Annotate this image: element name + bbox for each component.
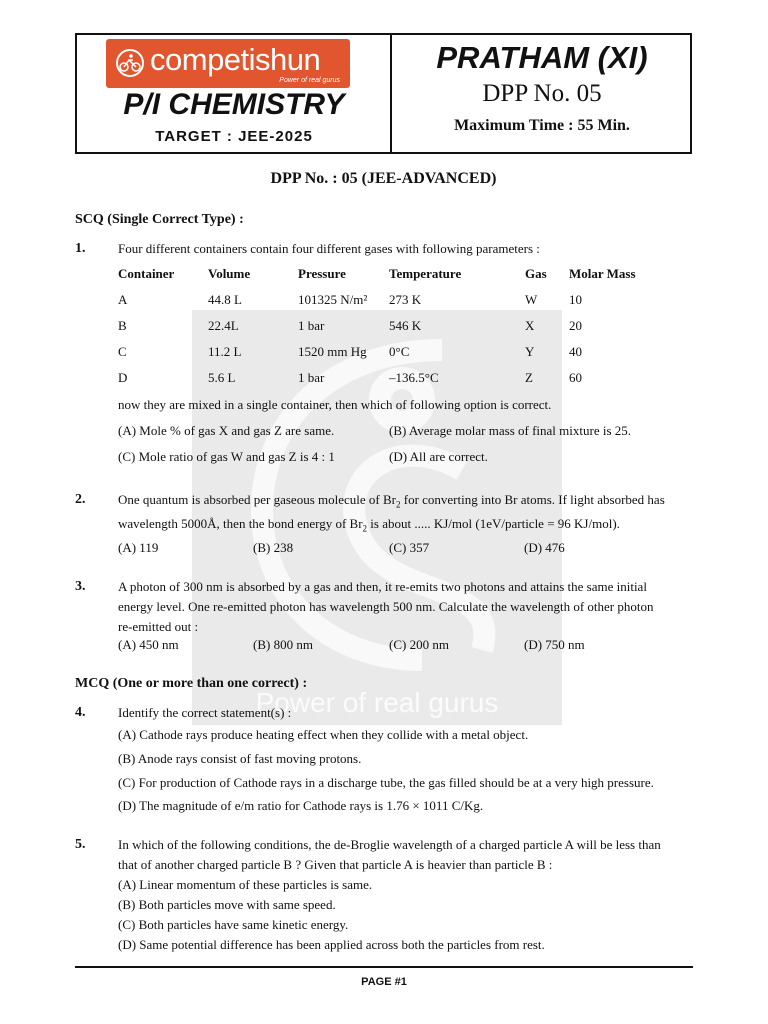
table-cell: 20 (569, 318, 582, 333)
question-text: One quantum is absorbed per gaseous molecule of $Br_2$ for converting into Br atoms. If light absorbed has (118, 492, 665, 510)
option-c: (C) 357 (389, 540, 430, 555)
table-cell: Y (525, 344, 535, 359)
option-b: (B) Average molar mass of final mixture is 25. (389, 423, 632, 438)
option-a: (A) Linear momentum of these particles is same. (118, 877, 373, 892)
option-b: (B) Anode rays consist of fast moving protons. (118, 751, 362, 766)
max-time: Maximum Time : 55 Min. (454, 117, 630, 134)
table-cell: 101325 N/m² (298, 292, 368, 307)
table-cell: 1 bar (298, 318, 325, 333)
table-cell: 11.2 L (208, 344, 242, 359)
question-number: 5. (75, 837, 86, 852)
table-cell: 10 (569, 292, 582, 307)
table-cell: 1520 mm Hg (298, 344, 367, 359)
question-text: A photon of 300 nm is absorbed by a gas and then, it re-emits two photons and attains the same initial (118, 579, 647, 594)
option-b: (B) 238 (253, 540, 294, 555)
question-text: Four different containers contain four different gases with following parameters : (118, 241, 540, 256)
table-cell: A (118, 292, 128, 307)
scq-heading: SCQ (Single Correct Type) : (75, 212, 244, 227)
option-c: (C) Mole ratio of gas W and gas Z is 4 : 1 (118, 449, 335, 464)
question-text: Identify the correct statement(s) : (118, 705, 292, 720)
question-text: In which of the following conditions, the de-Broglie wavelength of a charged particle A will be less than (118, 837, 661, 852)
table-cell: C (118, 344, 127, 359)
table-header: Volume (208, 266, 251, 281)
question-text: energy level. One re-emitted photon has wavelength 500 nm. Calculate the wavelength of other photon (118, 599, 654, 614)
option-c: (C) Both particles have same kinetic energy. (118, 917, 349, 932)
table-cell: B (118, 318, 127, 333)
question-followup: now they are mixed in a single container, then which of following option is correct. (118, 397, 552, 412)
mcq-heading: MCQ (One or more than one correct) : (75, 676, 308, 691)
table-cell: 44.8 L (208, 292, 242, 307)
table-cell: 60 (569, 370, 582, 385)
table-cell: D (118, 370, 128, 385)
target-label: TARGET : JEE-2025 (155, 128, 313, 145)
question-text: wavelength 5000Å, then the bond energy of $Br_2$ is about ..... KJ/mol (1eV/particle = 96 KJ/mol). (118, 516, 620, 534)
question-text: that of another charged particle B ? Given that particle A is heavier than particle B : (118, 857, 553, 872)
option-a: (A) 450 nm (118, 637, 179, 652)
option-c: (C) For production of Cathode rays in a discharge tube, the gas filled should be at a very high pressure. (118, 775, 654, 790)
option-b: (B) 800 nm (253, 637, 313, 652)
page-number: PAGE #1 (361, 976, 407, 988)
table-cell: 22.4L (208, 318, 239, 333)
logo-tagline: Power of real gurus (279, 77, 340, 84)
table-header: Gas (525, 266, 547, 281)
table-cell: –136.5°C (389, 370, 439, 385)
section-title: DPP No. : 05 (JEE-ADVANCED) (270, 170, 497, 187)
dpp-number: DPP No. 05 (482, 80, 602, 107)
footer-divider (75, 966, 693, 968)
question-number: 3. (75, 579, 86, 594)
table-cell: 40 (569, 344, 582, 359)
option-c: (C) 200 nm (389, 637, 449, 652)
option-d: (D) 476 (524, 540, 565, 555)
logo-text: competishun (150, 42, 321, 77)
option-b: (B) Both particles move with same speed. (118, 897, 336, 912)
option-d: (D) The magnitude of e/m ratio for Cathode rays is 1.76 × 1011 C/Kg. (118, 798, 484, 813)
option-a: (A) Mole % of gas X and gas Z are same. (118, 423, 335, 438)
question-number: 1. (75, 241, 86, 256)
table-cell: W (525, 292, 538, 307)
cyclist-icon (115, 48, 145, 78)
option-d: (D) All are correct. (389, 449, 488, 464)
table-cell: 273 K (389, 292, 422, 307)
option-a: (A) Cathode rays produce heating effect when they collide with a metal object. (118, 727, 529, 742)
table-header: Temperature (389, 266, 462, 281)
table-cell: 546 K (389, 318, 422, 333)
table-cell: 1 bar (298, 370, 325, 385)
question-number: 4. (75, 705, 86, 720)
option-a: (A) 119 (118, 540, 159, 555)
question-number: 2. (75, 492, 86, 507)
table-header: Container (118, 266, 175, 281)
table-cell: 5.6 L (208, 370, 236, 385)
table-header: Pressure (298, 266, 346, 281)
option-d: (D) 750 nm (524, 637, 585, 652)
subject-title: P/I CHEMISTRY (123, 88, 345, 121)
option-d: (D) Same potential difference has been applied across both the particles from rest. (118, 937, 545, 952)
brand-logo (106, 39, 350, 88)
table-cell: X (525, 318, 535, 333)
batch-title: PRATHAM (XI) (436, 40, 648, 75)
table-header: Molar Mass (569, 266, 636, 281)
question-text: re-emitted out : (118, 619, 199, 634)
watermark-text: Power of real gurus (255, 687, 499, 718)
table-cell: 0°C (389, 344, 410, 359)
table-cell: Z (525, 370, 533, 385)
